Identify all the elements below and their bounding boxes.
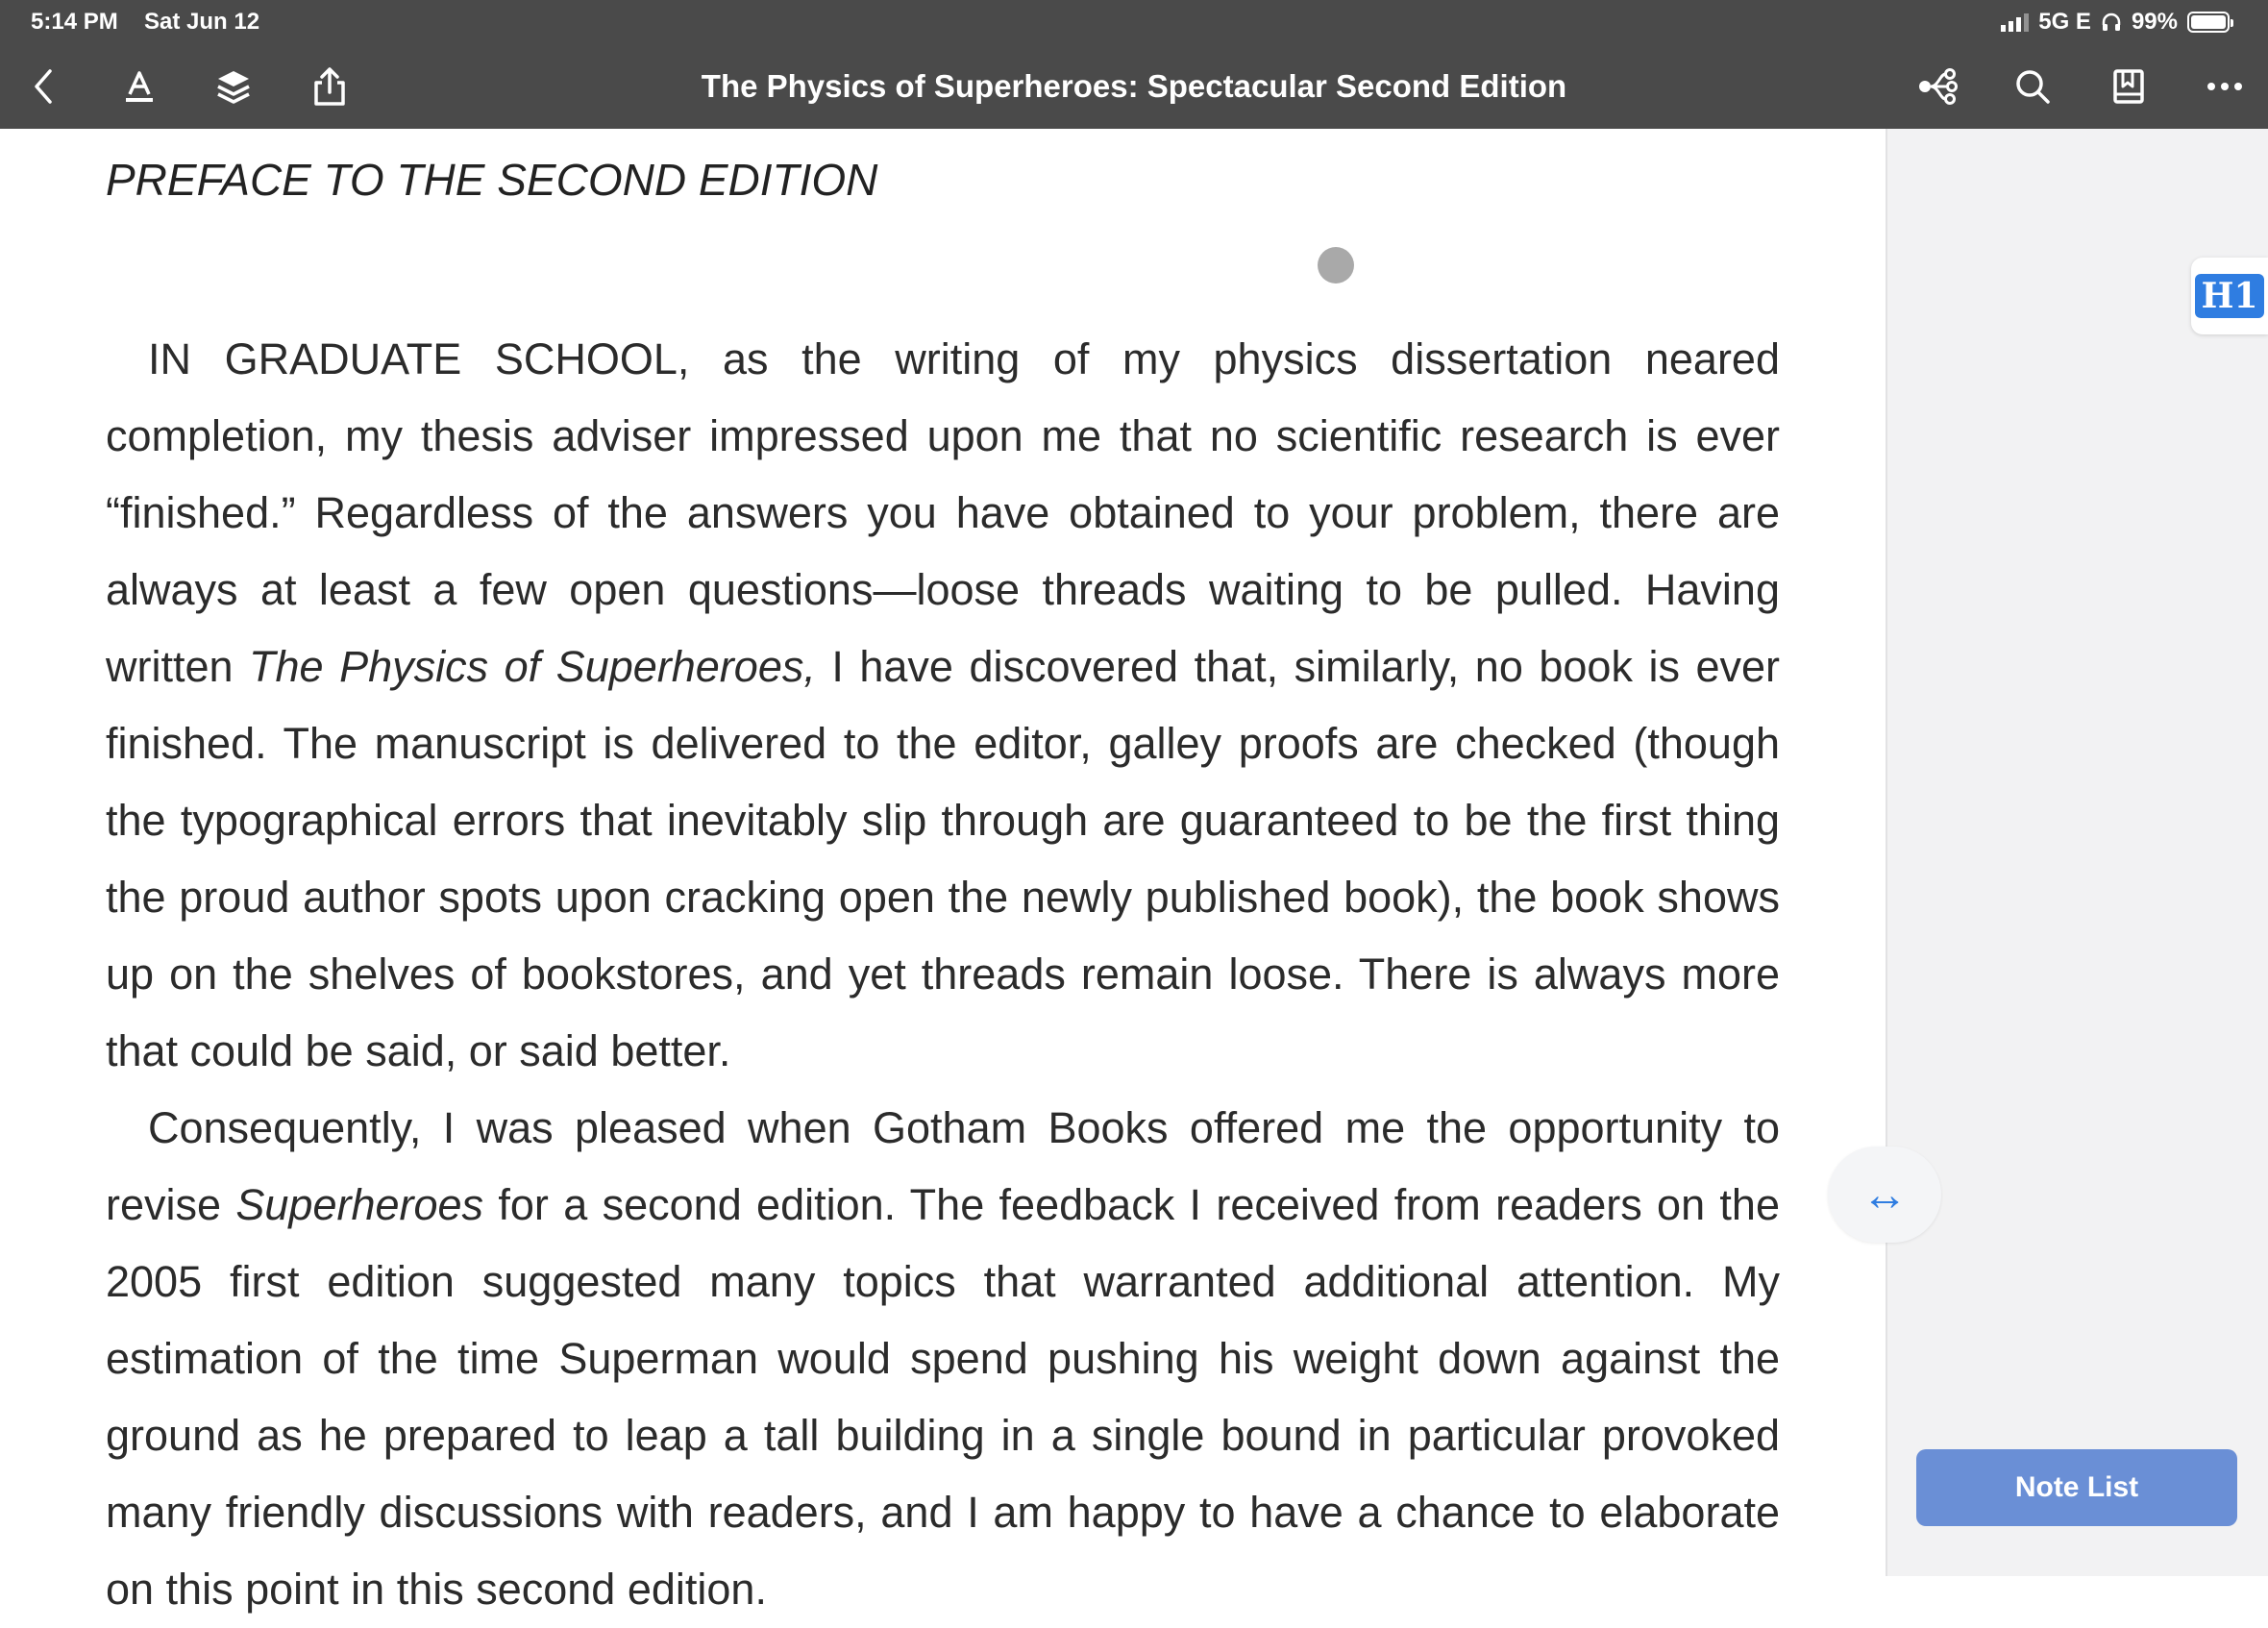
scroll-indicator-dot[interactable] (1318, 247, 1354, 284)
paragraph-2 (106, 1090, 1780, 1628)
side-panel (1886, 129, 2268, 1576)
more-icon[interactable] (2191, 44, 2258, 129)
p1-text-2: I have discovered that, similarly, no book is ever finished. The manuscript is delivered to the editor, galley proofs are checked (though the typographical errors that inevitably slip through are guaranteed to be the first thing the proud author spots upon cracking open the newly published book), the book shows up on the shelves of bookstores, and yet threads remain loose. There is always more that could be said, or said better. (106, 642, 1780, 1075)
heading-nav-button[interactable] (2191, 258, 2268, 334)
battery-icon (2187, 12, 2230, 33)
status-date: Sat Jun 12 (144, 9, 260, 35)
p1-italic-title: The Physics of Superheroes, (249, 642, 816, 691)
network-label: 5G E (2038, 9, 2091, 35)
p2-text-1: Consequently, I was pleased when Gotham Books offered me the opportunity to revise (106, 1103, 1780, 1229)
highlight-icon[interactable] (106, 44, 173, 129)
status-right (2001, 9, 2230, 36)
reader-toolbar (0, 44, 2268, 129)
p2-italic-title: Superheroes (235, 1180, 484, 1229)
note-list-button[interactable]: Note List (1916, 1449, 2237, 1526)
chapter-heading: PREFACE TO THE SECOND EDITION (106, 155, 878, 205)
p1-text-1: IN GRADUATE SCHOOL, as the writing of my physics dissertation neared completion, my thesis adviser impressed upon me that no scientific research is ever “finished.” Regardless of the answers you have obtained to your problem, there are always at least a few open questions—loose threads waiting to be pulled. Having written (106, 334, 1780, 691)
book-body-text (106, 321, 1780, 1628)
resize-handle[interactable] (1828, 1147, 1941, 1243)
resize-arrows-icon: ↔ (1861, 1169, 1908, 1221)
battery-percent: 99% (2131, 9, 2178, 35)
reading-page[interactable] (0, 129, 1886, 1614)
mindmap-icon[interactable] (1905, 44, 1972, 129)
signal-icon (2001, 12, 2029, 32)
bookmark-icon[interactable] (2095, 44, 2162, 129)
layers-icon[interactable] (200, 44, 267, 129)
h1-badge-label: H1 (2195, 274, 2263, 318)
p2-text-2: for a second edition. The feedback I received from readers on the 2005 first edition suggested many topics that warranted additional attention. My estimation of the time Superman would spend pushing his weight down against the ground as he prepared to leap a tall building in a single bound in particular provoked many friendly discussions with readers, and I am happy to have a chance to elaborate on this point in this second edition. (106, 1180, 1780, 1614)
status-bar (0, 0, 2268, 44)
search-icon[interactable] (1999, 44, 2066, 129)
share-icon[interactable] (296, 44, 363, 129)
headphones-icon (2101, 12, 2122, 33)
book-title: The Physics of Superheroes: Spectacular Second Edition (701, 68, 1567, 104)
status-time: 5:14 PM (31, 9, 118, 35)
back-icon[interactable] (10, 44, 77, 129)
paragraph-1 (106, 321, 1780, 1090)
